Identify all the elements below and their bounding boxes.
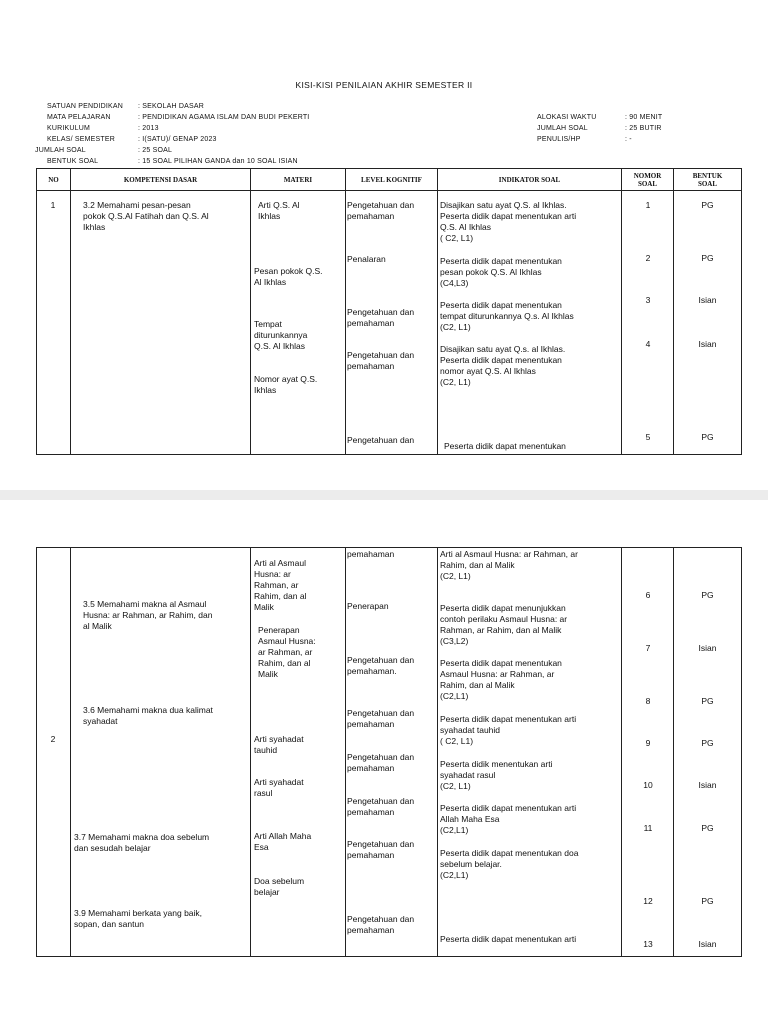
info-value-alokasi: : 90 MENIT [625,114,663,121]
bentuk-soal: PG [701,696,714,706]
info-value-bentuk: : 15 SOAL PILIHAN GANDA dan 10 SOAL ISIAN [138,158,298,165]
level-item: Pengetahuan dan pemahaman [347,914,415,935]
materi-item: Pesan pokok Q.S. Al Ikhlas [254,266,323,287]
info-value-jumlah: : 25 SOAL [138,147,173,154]
level-item: Pengetahuan dan pemahaman [347,839,415,860]
bentuk-soal: Isian [698,339,717,349]
level-item: Pengetahuan dan pemahaman [347,796,415,817]
header-no: NO [37,169,71,191]
info-label-jumlah-soal: JUMLAH SOAL [537,125,588,132]
indikator-item: Peserta didik dapat menentukan Asmaul Husna: ar Rahman, ar Rahim, dan al Malik (C2,L1) [440,658,562,701]
level-item: Pengetahuan dan pemahaman. [347,655,415,676]
bentuk-soal: PG [701,200,714,210]
indikator-item: Arti al Asmaul Husna: ar Rahman, ar Rahim, dan al Malik (C2, L1) [440,549,578,581]
nomor-soal: 3 [645,295,651,305]
info-label-mapel: MATA PELAJARAN [47,114,111,121]
kompetensi-text: 3.5 Memahami makna al Asmaul Husna: ar Rahman, ar Rahim, dan al Malik [83,599,213,631]
indikator-item: Peserta didik dapat menentukan arti syahadat tauhid ( C2, L1) [440,714,577,746]
row-no: 1 [50,200,56,210]
bentuk-soal: PG [701,738,714,748]
info-label-kurikulum: KURIKULUM [47,125,91,132]
nomor-soal: 11 [643,823,653,833]
indikator-item: Peserta didik dapat menentukan tempat diturunkannya Q.s. Al Ikhlas (C2, L1) [440,300,574,332]
bentuk-soal: Isian [698,643,717,653]
cell-bentuk [674,191,742,455]
materi-item: Tempat diturunkannya Q.S. Al Ikhlas [254,319,308,351]
indikator-item: Peserta didik dapat menentukan [444,441,566,451]
materi-item: Arti Q.S. Al Ikhlas [258,200,300,221]
bentuk-soal: Isian [698,295,717,305]
indikator-item: Peserta didik menentukan arti syahadat rasul (C2, L1) [440,759,553,791]
info-value-penulis: : - [625,136,632,143]
header-level: LEVEL KOGNITIF [346,169,438,191]
materi-item: Penerapan Asmaul Husna: ar Rahman, ar Rahim, dan al Malik [258,625,316,679]
nomor-soal: 5 [645,432,651,442]
nomor-soal: 7 [645,643,651,653]
cell-nomor [622,191,674,455]
bentuk-soal: PG [701,590,714,600]
kompetensi-text: 3.2 Memahami pesan-pesan pokok Q.S.Al Fatihah dan Q.S. Al Ikhlas [83,200,209,232]
level-item: Penalaran [347,254,386,264]
info-label-penulis: PENULIS/HP [537,136,581,143]
nomor-soal: 1 [645,200,651,210]
cell-no [37,548,71,957]
header-kompetensi: KOMPETENSI DASAR [71,169,251,191]
level-item: Pengetahuan dan pemahaman [347,752,415,773]
info-label-bentuk: BENTUK SOAL [47,158,99,165]
info-value-kelas: : I(SATU)/ GENAP 2023 [138,136,217,143]
cell-no [37,191,71,455]
header-indikator: INDIKATOR SOAL [438,169,622,191]
level-item: pemahaman [347,549,395,559]
bentuk-soal: PG [701,823,714,833]
level-item: Pengetahuan dan [347,435,415,445]
nomor-soal: 10 [643,780,653,790]
nomor-soal: 6 [645,590,651,600]
bentuk-soal: Isian [698,939,717,949]
materi-item: Doa sebelum belajar [254,876,305,897]
bentuk-soal: PG [701,432,714,442]
document-title: KISI-KISI PENILAIAN AKHIR SEMESTER II [295,80,473,90]
header-nomor: NOMOR SOAL [622,169,674,191]
header-materi: MATERI [251,169,346,191]
nomor-soal: 12 [643,896,653,906]
bentuk-soal: PG [701,896,714,906]
materi-item: Arti Allah Maha Esa [254,831,312,852]
bentuk-soal: PG [701,253,714,263]
indikator-item: Peserta didik dapat menunjukkan contoh perilaku Asmaul Husna: ar Rahman, ar Rahim, dan al Malik (C3,L2) [440,603,568,646]
kompetensi-text: 3.7 Memahami makna doa sebelum dan sesudah belajar [74,832,210,853]
info-label-kelas: KELAS/ SEMESTER [47,136,115,143]
info-value-kurikulum: : 2013 [138,125,159,132]
level-item: Pengetahuan dan pemahaman [347,708,415,729]
info-label-jumlah: JUMLAH SOAL [35,147,86,154]
header-bentuk: BENTUK SOAL [674,169,742,191]
indikator-item: Disajikan satu ayat Q.S. al Ikhlas. Peserta didik dapat menentukan arti Q.S. Al Ikhlas ( C2, L1) [440,200,577,243]
level-item: Pengetahuan dan pemahaman [347,307,415,328]
nomor-soal: 13 [643,939,653,949]
materi-item: Nomor ayat Q.S. Ikhlas [254,374,318,395]
row-no: 2 [50,734,56,744]
info-value-mapel: : PENDIDIKAN AGAMA ISLAM DAN BUDI PEKERTI [138,114,310,121]
document-page-2 [0,500,768,1024]
nomor-soal: 4 [645,339,651,349]
info-value-jumlah-soal: : 25 BUTIR [625,125,662,132]
info-label-alokasi: ALOKASI WAKTU [537,114,597,121]
materi-item: Arti syahadat tauhid [254,734,304,755]
kompetensi-text: 3.9 Memahami berkata yang baik, sopan, dan santun [74,908,203,929]
level-item: Pengetahuan dan pemahaman [347,350,415,371]
nomor-soal: 2 [645,253,651,263]
info-value-satuan: : SEKOLAH DASAR [138,103,205,110]
materi-item: Arti syahadat rasul [254,777,304,798]
indikator-item: Peserta didik dapat menentukan pesan pokok Q.S. Al Ikhlas (C4,L3) [440,256,562,288]
info-label-satuan: SATUAN PENDIDIKAN [47,103,124,110]
kompetensi-text: 3.6 Memahami makna dua kalimat syahadat [83,705,213,726]
materi-item: Arti al Asmaul Husna: ar Rahman, ar Rahim, dan al Malik [254,558,307,612]
level-item: Pengetahuan dan pemahaman [347,200,415,221]
bentuk-soal: Isian [698,780,717,790]
nomor-soal: 8 [645,696,651,706]
nomor-soal: 9 [645,738,651,748]
document-page-1 [0,0,768,490]
indikator-item: Peserta didik dapat menentukan arti Allah Maha Esa (C2,L1) [440,803,577,835]
indikator-item: Peserta didik dapat menentukan arti [440,934,577,944]
level-item: Penerapan [347,601,389,611]
indikator-item: Peserta didik dapat menentukan doa sebelum belajar. (C2,L1) [440,848,579,880]
indikator-item: Disajikan satu ayat Q.s. al Ikhlas. Peserta didik dapat menentukan nomor ayat Q.S. Al Ikhlas (C2, L1) [440,344,566,387]
